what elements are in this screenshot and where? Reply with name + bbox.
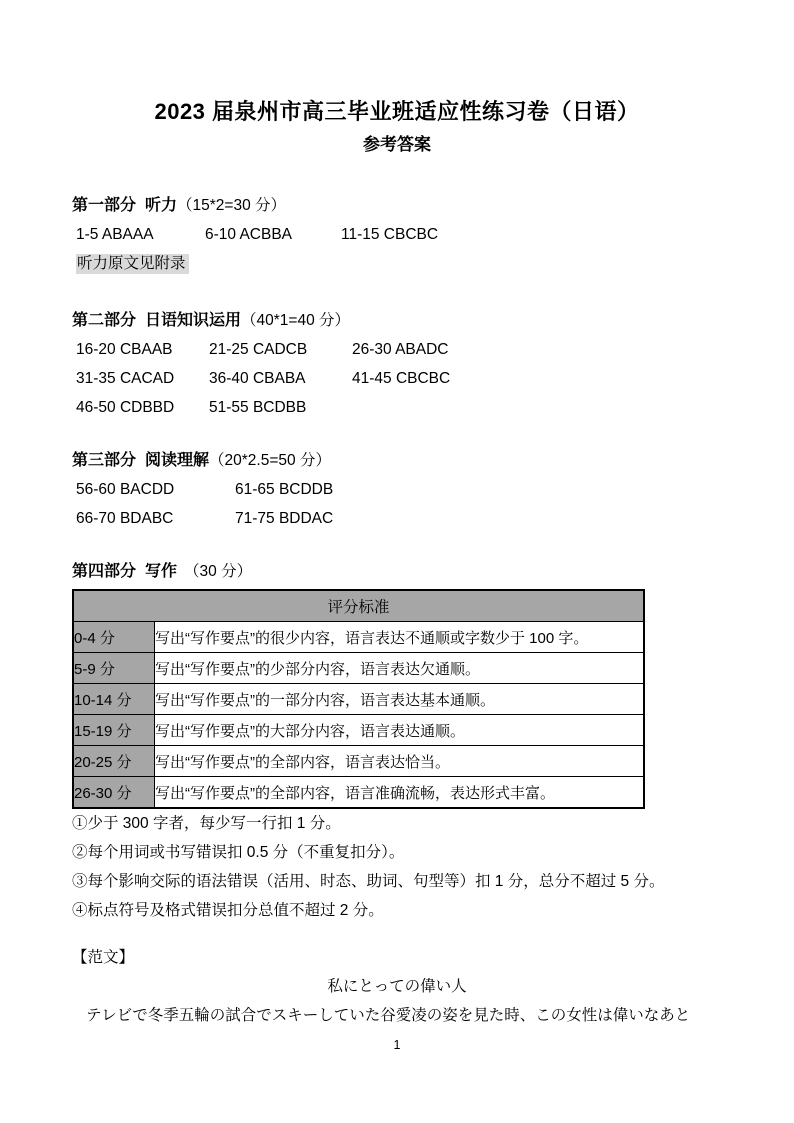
listening-transcript-note-row	[72, 249, 722, 278]
answer-cell: 1-5 ABAAA	[76, 226, 154, 243]
doc-subtitle: 参考答案	[363, 135, 431, 154]
section-reading	[72, 446, 722, 533]
answer-cell: 41-45 CBCBC	[352, 370, 451, 387]
score-desc-cell: 写出“写作要点”的一部分内容，语言表达基本通顺。	[155, 684, 645, 715]
grading-notes	[72, 809, 722, 925]
answers-row	[72, 475, 722, 504]
score-range-cell: 15-19 分	[73, 715, 155, 746]
answers-row	[72, 393, 722, 422]
doc-title: 2023 届泉州市高三毕业班适应性练习卷（日语）	[154, 99, 640, 124]
answers-row	[72, 364, 722, 393]
table-row	[73, 777, 644, 809]
part-name: 日语知识运用	[145, 312, 242, 329]
part-number: 第三部分	[72, 452, 137, 469]
score-range-cell: 26-30 分	[73, 777, 155, 809]
answers-row	[72, 220, 722, 249]
table-row	[73, 746, 644, 777]
note-line: ①少于 300 字者，每少写一行扣 1 分。	[72, 815, 341, 832]
page-number: 1	[393, 1038, 401, 1052]
part-score-note: （15*2=30 分）	[177, 197, 287, 214]
table-row	[73, 715, 644, 746]
essay-title: 私にとっての偉い人	[327, 978, 467, 995]
score-range-cell: 5-9 分	[73, 653, 155, 684]
scoring-table-header-row	[73, 590, 644, 622]
answer-cell: 71-75 BDDAC	[235, 510, 334, 527]
answer-cell: 46-50 CDBBD	[76, 399, 175, 416]
sample-essay-label: 【范文】	[72, 949, 135, 966]
section-knowledge-heading	[72, 306, 722, 335]
table-row	[73, 684, 644, 715]
answer-cell: 31-35 CACAD	[76, 370, 175, 387]
answer-cell: 21-25 CADCB	[209, 341, 308, 358]
answer-cell: 26-30 ABADC	[352, 341, 449, 358]
note-line: ④标点符号及格式错误扣分总值不超过 2 分。	[72, 902, 384, 919]
score-range-cell: 0-4 分	[73, 622, 155, 653]
note-line: ③每个影响交际的语法错误（活用、时态、助词、句型等）扣 1 分，总分不超过 5 分。	[72, 873, 665, 890]
scoring-table-header: 评分标准	[73, 590, 644, 622]
section-listening	[72, 191, 722, 278]
answer-cell: 61-65 BCDDB	[235, 481, 334, 498]
part-number: 第二部分	[72, 312, 137, 329]
answers-row	[72, 504, 722, 533]
section-writing-heading	[72, 557, 722, 586]
sample-essay	[72, 943, 722, 1030]
part-score-note: （40*1=40 分）	[241, 312, 351, 329]
score-desc-cell: 写出“写作要点”的全部内容，语言表达恰当。	[155, 746, 645, 777]
answer-cell: 66-70 BDABC	[76, 510, 174, 527]
answer-cell: 51-55 BCDBB	[209, 399, 307, 416]
table-row	[73, 653, 644, 684]
part-score-note: （20*2.5=50 分）	[209, 452, 331, 469]
scoring-table	[72, 589, 645, 809]
answer-cell: 36-40 CBABA	[209, 370, 306, 387]
score-range-cell: 10-14 分	[73, 684, 155, 715]
part-name: 阅读理解	[145, 452, 210, 469]
score-desc-cell: 写出“写作要点”的少部分内容，语言表达欠通顺。	[155, 653, 645, 684]
score-desc-cell: 写出“写作要点”的全部内容，语言准确流畅，表达形式丰富。	[155, 777, 645, 809]
section-reading-heading	[72, 446, 722, 475]
answers-row	[72, 335, 722, 364]
answer-cell: 56-60 BACDD	[76, 481, 175, 498]
answer-cell: 16-20 CBAAB	[76, 341, 173, 358]
answer-cell: 6-10 ACBBA	[205, 226, 293, 243]
score-range-cell: 20-25 分	[73, 746, 155, 777]
part-score-note: （30 分）	[184, 563, 253, 580]
section-knowledge	[72, 306, 722, 422]
part-name: 写作	[145, 563, 178, 580]
answer-cell: 11-15 CBCBC	[341, 226, 439, 243]
section-listening-heading	[72, 191, 722, 220]
essay-body-line: テレビで冬季五輪の試合でスキーしていた谷愛凌の姿を見た時、この女性は偉いなあと	[86, 1007, 691, 1024]
note-line: ②每个用词或书写错误扣 0.5 分（不重复扣分）。	[72, 844, 405, 861]
listening-transcript-note: 听力原文见附录	[76, 254, 189, 274]
part-name: 听力	[145, 197, 178, 214]
part-number: 第一部分	[72, 197, 137, 214]
score-desc-cell: 写出“写作要点”的大部分内容，语言表达通顺。	[155, 715, 645, 746]
table-row	[73, 622, 644, 653]
section-writing	[72, 557, 722, 1030]
score-desc-cell: 写出“写作要点”的很少内容，语言表达不通顺或字数少于 100 字。	[155, 622, 645, 653]
part-number: 第四部分	[72, 563, 137, 580]
